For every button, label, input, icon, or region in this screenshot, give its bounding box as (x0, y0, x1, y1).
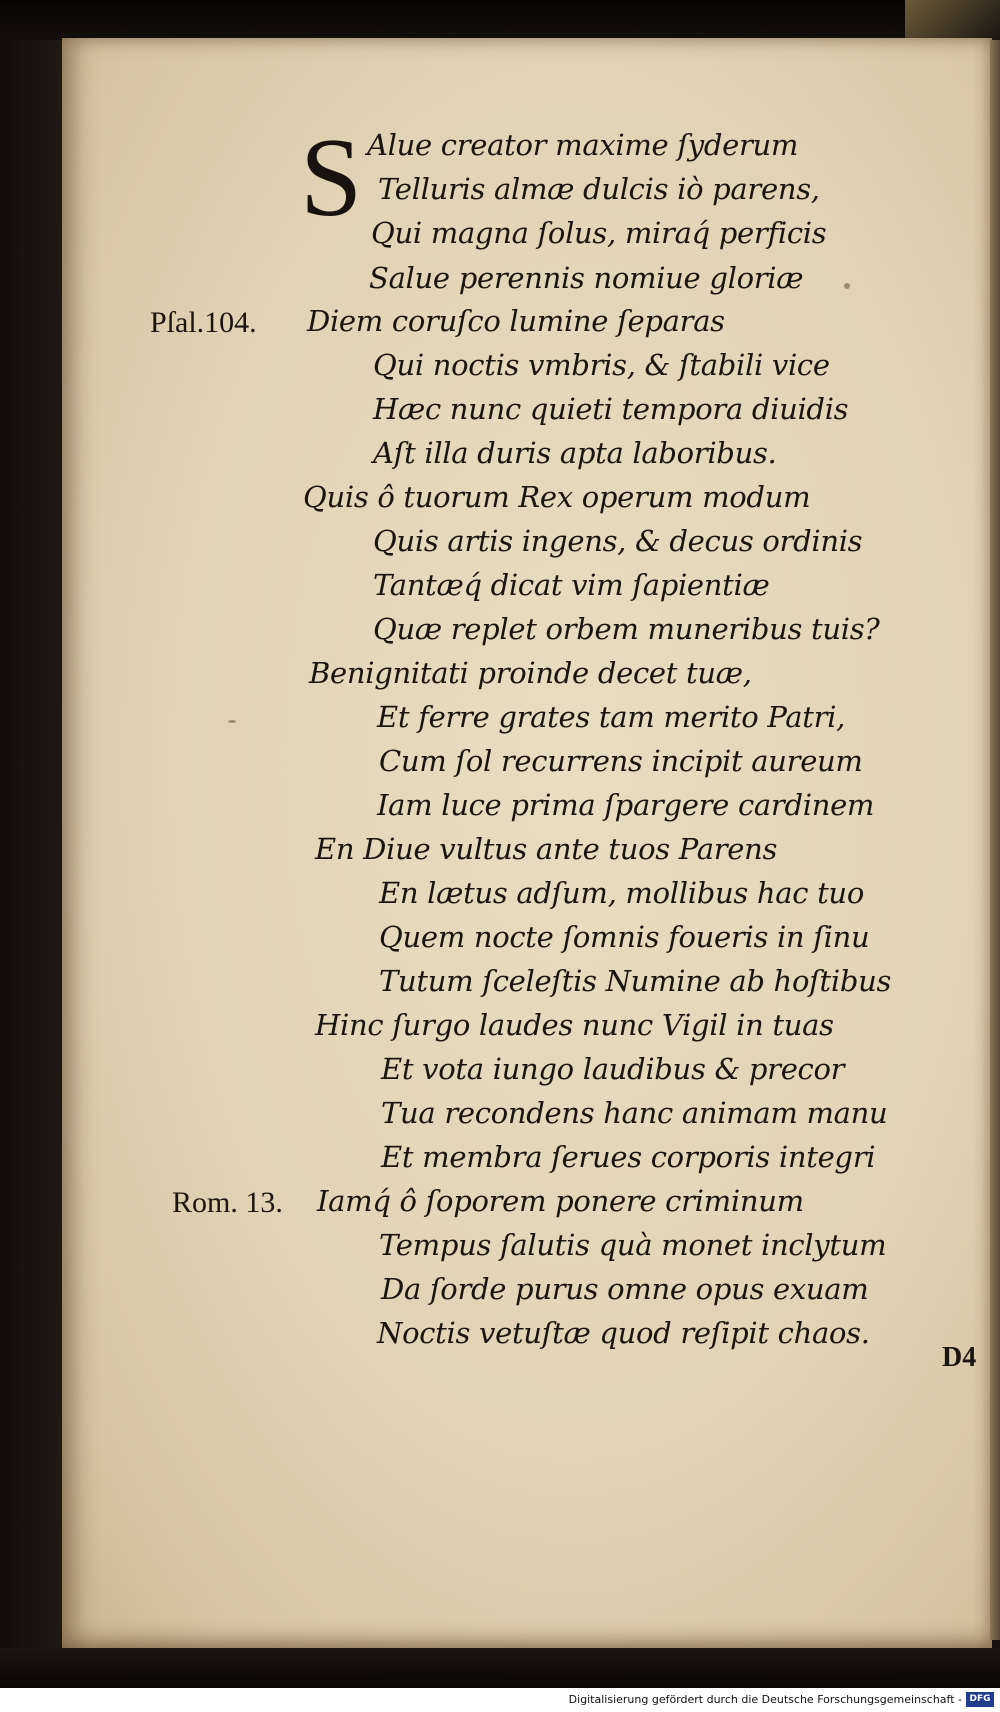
verse-line: En Diue vultus ante tuos Parens (315, 832, 778, 866)
verse-line: Tutum ſceleſtis Numine ab hoſtibus (379, 964, 892, 998)
verse-line: Hæc nunc quieti tempora diuidis (373, 392, 849, 426)
page-right-edge (990, 40, 1000, 1640)
verse-line: Qui noctis vmbris, & ſtabili vice (373, 348, 830, 382)
verse-line: Iam luce prima ſpargere cardinem (377, 788, 875, 822)
verse-line: Cum ſol recurrens incipit aureum (379, 744, 863, 778)
verse-line: Tua recondens hanc animam manu (381, 1096, 888, 1130)
dfg-logo: DFG (966, 1692, 994, 1707)
verse-line: Aſt illa duris apta laboribus. (373, 436, 777, 470)
verse-line: Salue perennis nomiue gloriæ (369, 261, 804, 295)
digitization-footer (0, 1688, 1000, 1712)
book-cover-corner (905, 0, 1000, 42)
verse-line: Alue creator maxime ſyderum (367, 128, 799, 162)
book-top-edge (0, 0, 1000, 40)
verse-line: Quis ô tuorum Rex operum modum (303, 480, 811, 514)
verse-line: Tempus ſalutis quà monet inclytum (379, 1228, 887, 1262)
verse-line: Quis artis ingens, & decus ordinis (373, 524, 863, 558)
verse-line: Qui magna ſolus, miraq́ perficis (371, 216, 827, 250)
verse-line: En lætus adſum, mollibus hac tuo (379, 876, 864, 910)
verse-line: Quæ replet orbem muneribus tuis? (373, 612, 880, 646)
drop-capital: S (300, 116, 363, 240)
verse-line: Benignitati proinde decet tuæ, (309, 656, 752, 690)
verse-line: Da ſorde purus omne opus exuam (381, 1272, 869, 1306)
verse-line: Tantæq́ dicat vim ſapientiæ (373, 568, 770, 602)
signature-mark: D4 (942, 1342, 977, 1373)
page-speck (228, 720, 236, 723)
verse-line: Et vota iungo laudibus & precor (381, 1052, 845, 1086)
page-speck (844, 283, 850, 289)
footer-credit: Digitalisierung gefördert durch die Deutsche Forschungsgemeinschaft - (568, 1693, 962, 1706)
verse-line: Et ferre grates tam merito Patri, (377, 700, 846, 734)
verse-line: Hinc ſurgo laudes nunc Vigil in tuas (315, 1008, 834, 1042)
verse-line: Noctis vetuſtæ quod reſipit chaos. (377, 1316, 870, 1350)
verse-line: Quem nocte ſomnis foueris in ſinu (379, 920, 870, 954)
verse-line: Et membra ſerues corporis integri (381, 1140, 876, 1174)
book-bottom-edge (0, 1648, 1000, 1688)
verse-line: Telluris almæ dulcis iò parens, (378, 172, 820, 206)
verse-line: Iamq́ ô ſoporem ponere criminum (317, 1184, 804, 1218)
margin-note-romans: Rom. 13. (172, 1186, 283, 1219)
verse-line: Diem coruſco lumine ſeparas (307, 304, 725, 338)
margin-note-psalm: Pſal.104. (150, 306, 257, 339)
